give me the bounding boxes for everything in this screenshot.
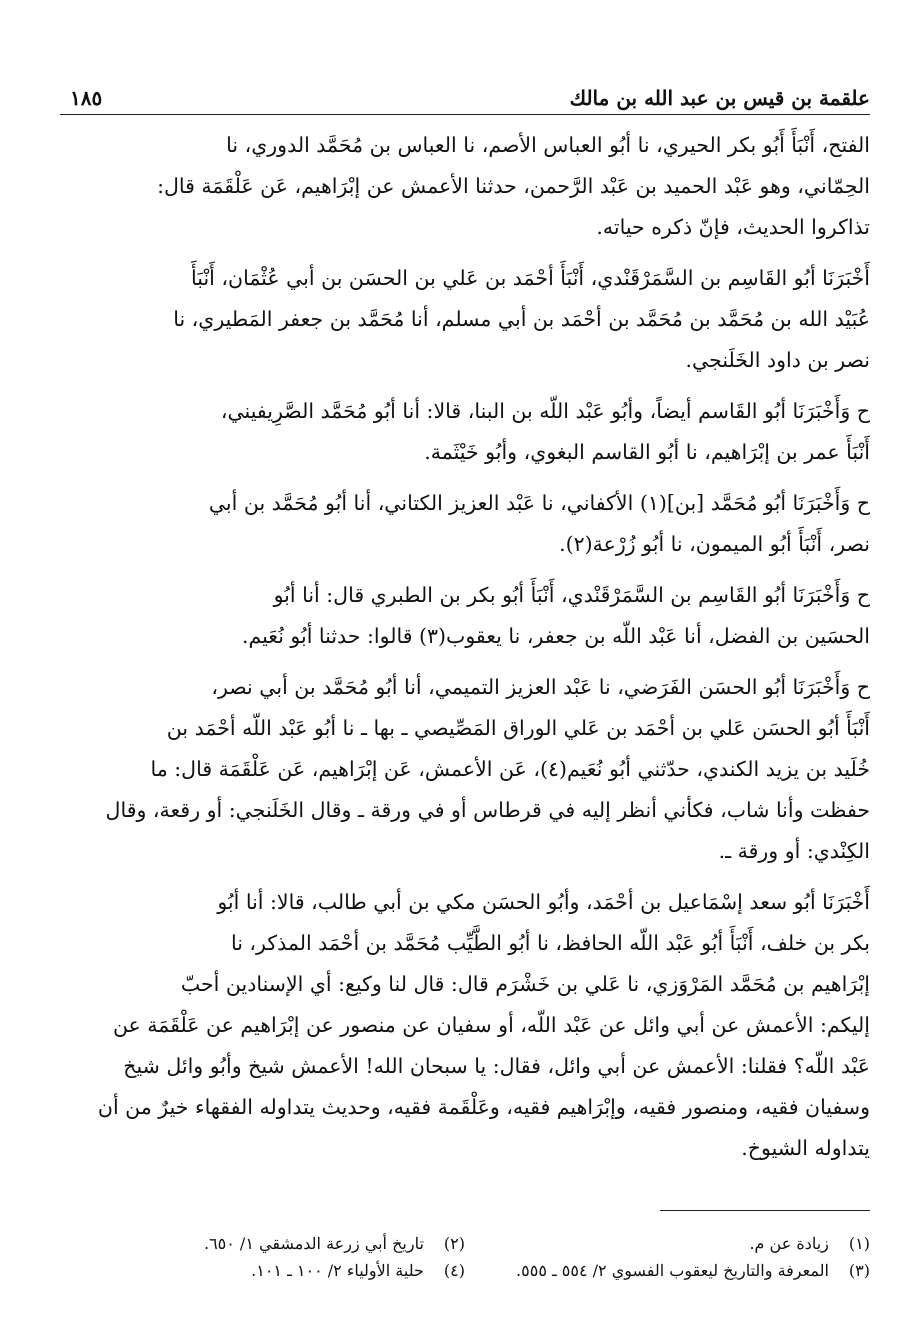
paragraph xyxy=(60,575,870,657)
text-line: ح وَأَخْبَرَنَا أبُو الحسَن الفَرَضي، نا عَبْد العزيز التميمي، أنا أبُو مُحَمَّد بن أبي نصر، xyxy=(211,675,870,699)
footnote-number: (١) xyxy=(848,1234,870,1253)
footnote-text: زيادة عن م. xyxy=(749,1234,829,1253)
footnote-row xyxy=(60,1230,870,1257)
footnote-number: (٣) xyxy=(848,1261,870,1280)
footnote-divider xyxy=(660,1210,870,1211)
paragraph xyxy=(60,258,870,381)
paragraph xyxy=(60,391,870,473)
footnote xyxy=(60,1230,465,1257)
text-line: أَنْبَأَ أبُو الحسَن عَلي بن أحْمَد بن عَلي الوراق المَصِّيصي ـ بها ـ نا أبُو عَبْد اللّه أحْمَد بن xyxy=(166,716,870,740)
text-line: الحسَين بن الفضل، أنا عَبْد اللّه بن جعفر، نا يعقوب(٣) قالوا: حدثنا أبُو نُعَيم. xyxy=(241,624,870,648)
footnote-text: المعرفة والتاريخ ليعقوب الفسوي ٢/ ٥٥٤ ـ ٥٥٥. xyxy=(516,1261,829,1280)
text-line: نصر، أَنْبَأَ أبُو الميمون، نا أبُو زُرْعة(٢). xyxy=(559,532,870,556)
text-line: وسفيان فقيه، ومنصور فقيه، وإبْرَاهيم فقيه، وعَلْقَمة فقيه، وحديث يتداوله الفقهاء خيرٌ من أن xyxy=(97,1095,870,1119)
text-line: أَنْبَأَ عمر بن إبْرَاهيم، نا أبُو القاسم البغوي، وأبُو خَيْثَمة. xyxy=(424,440,870,464)
footnote xyxy=(60,1257,465,1284)
header-title: علقمة بن قيس بن عبد الله بن مالك xyxy=(569,86,870,110)
text-line: بكر بن خلف، أَنْبَأَ أبُو عَبْد اللّه الحافظ، نا أبُو الطَّيِّب مُحَمَّد بن أحْمَد المذكر، نا xyxy=(230,931,870,955)
footnotes xyxy=(60,1230,870,1284)
footnote-number: (٤) xyxy=(443,1261,465,1280)
footnote-number: (٢) xyxy=(443,1234,465,1253)
text-line: تذاكروا الحديث، فإنّ ذكره حياته. xyxy=(596,215,870,239)
footnote-row xyxy=(60,1257,870,1284)
footnote-text: حلية الأولياء ٢/ ١٠٠ ـ ١٠١. xyxy=(251,1261,424,1280)
text-line: عَبْد اللّه؟ فقلنا: الأعمش عن أبي وائل، فقال: يا سبحان الله! الأعمش شيخ وأبُو وائل شيخ xyxy=(123,1054,870,1078)
text-line: خُلَيد بن يزيد الكندي، حدّثني أبُو نُعَيم(٤)، عَن الأعمش، عَن إبْرَاهيم، عَن عَلْقَمَة قال: ما xyxy=(150,757,870,781)
paragraph xyxy=(60,125,870,248)
paragraph xyxy=(60,483,870,565)
footnote xyxy=(465,1257,870,1284)
text-line: الحِمّاني، وهو عَبْد الحميد بن عَبْد الرَّحمن، حدثنا الأعمش عن إبْرَاهيم، عَن عَلْقَمَة قال: xyxy=(157,174,870,198)
text-line: ح وَأَخْبَرَنَا أبُو مُحَمَّد [بن](١) الأكفاني، نا عَبْد العزيز الكتاني، أنا أبُو مُحَمَّد بن أبي xyxy=(208,491,870,515)
text-line: إليكم: الأعمش عن أبي وائل عن عَبْد اللّه، أو سفيان عن منصور عن إبْرَاهيم عن عَلْقَمَة عن xyxy=(112,1013,870,1037)
text-line: ح وَأَخْبَرَنَا أبُو القَاسِم بن السَّمَرْقَنْدي، أَنْبَأَ أبُو بكر بن الطبري قال: أنا أبُو xyxy=(273,583,870,607)
running-header xyxy=(60,80,870,115)
page-number: ١٨٥ xyxy=(70,86,103,110)
body-text xyxy=(60,125,870,1169)
text-line: عُبَيْد الله بن مُحَمَّد بن مُحَمَّد بن أحْمَد بن أبي مسلم، أنا مُحَمَّد بن جعفر المَطيري، نا xyxy=(173,307,870,331)
paragraph xyxy=(60,882,870,1169)
paragraph xyxy=(60,667,870,872)
text-line: إبْرَاهيم بن مُحَمَّد المَرْوَزي، نا عَلي بن خَشْرَم قال: قال لنا وكيع: أي الإسنادين أحبّ xyxy=(180,972,870,996)
book-page xyxy=(60,80,870,1320)
text-line: أَخْبَرَنَا أبُو سعد إسْمَاعيل بن أحْمَد، وأبُو الحسَن مكي بن أبي طالب، قالا: أنا أبُو xyxy=(217,890,870,914)
text-line: أَخْبَرَنَا أبُو القَاسِم بن السَّمَرْقَنْدي، أَنْبَأَ أحْمَد بن عَلي بن الحسَن بن أبي عُثْمَان، أَنْبَأَ xyxy=(191,266,870,290)
footnote xyxy=(465,1230,870,1257)
text-line: الكِنْدي: أو ورقة ـ. xyxy=(718,839,870,863)
footnote-text: تاريخ أبي زرعة الدمشقي ١/ ٦٥٠. xyxy=(203,1234,424,1253)
text-line: الفتح، أَنْبَأَ أَبُو بكر الحيري، نا أبُو العباس الأصم، نا العباس بن مُحَمَّد الدوري، نا xyxy=(226,133,870,157)
text-line: حفظت وأنا شاب، فكأني أنظر إليه في قرطاس أو في ورقة ـ وقال الخَلَنجي: أو رقعة، وقال xyxy=(105,798,870,822)
text-line: نصر بن داود الخَلَنجي. xyxy=(685,348,870,372)
text-line: ح وَأَخْبَرَنَا أبُو القَاسم أيضاً، وأبُو عَبْد اللّه بن البنا، قالا: أنا أبُو مُحَمَّد الصَّرِيفيني، xyxy=(220,399,870,423)
text-line: يتداوله الشيوخ. xyxy=(741,1136,870,1160)
